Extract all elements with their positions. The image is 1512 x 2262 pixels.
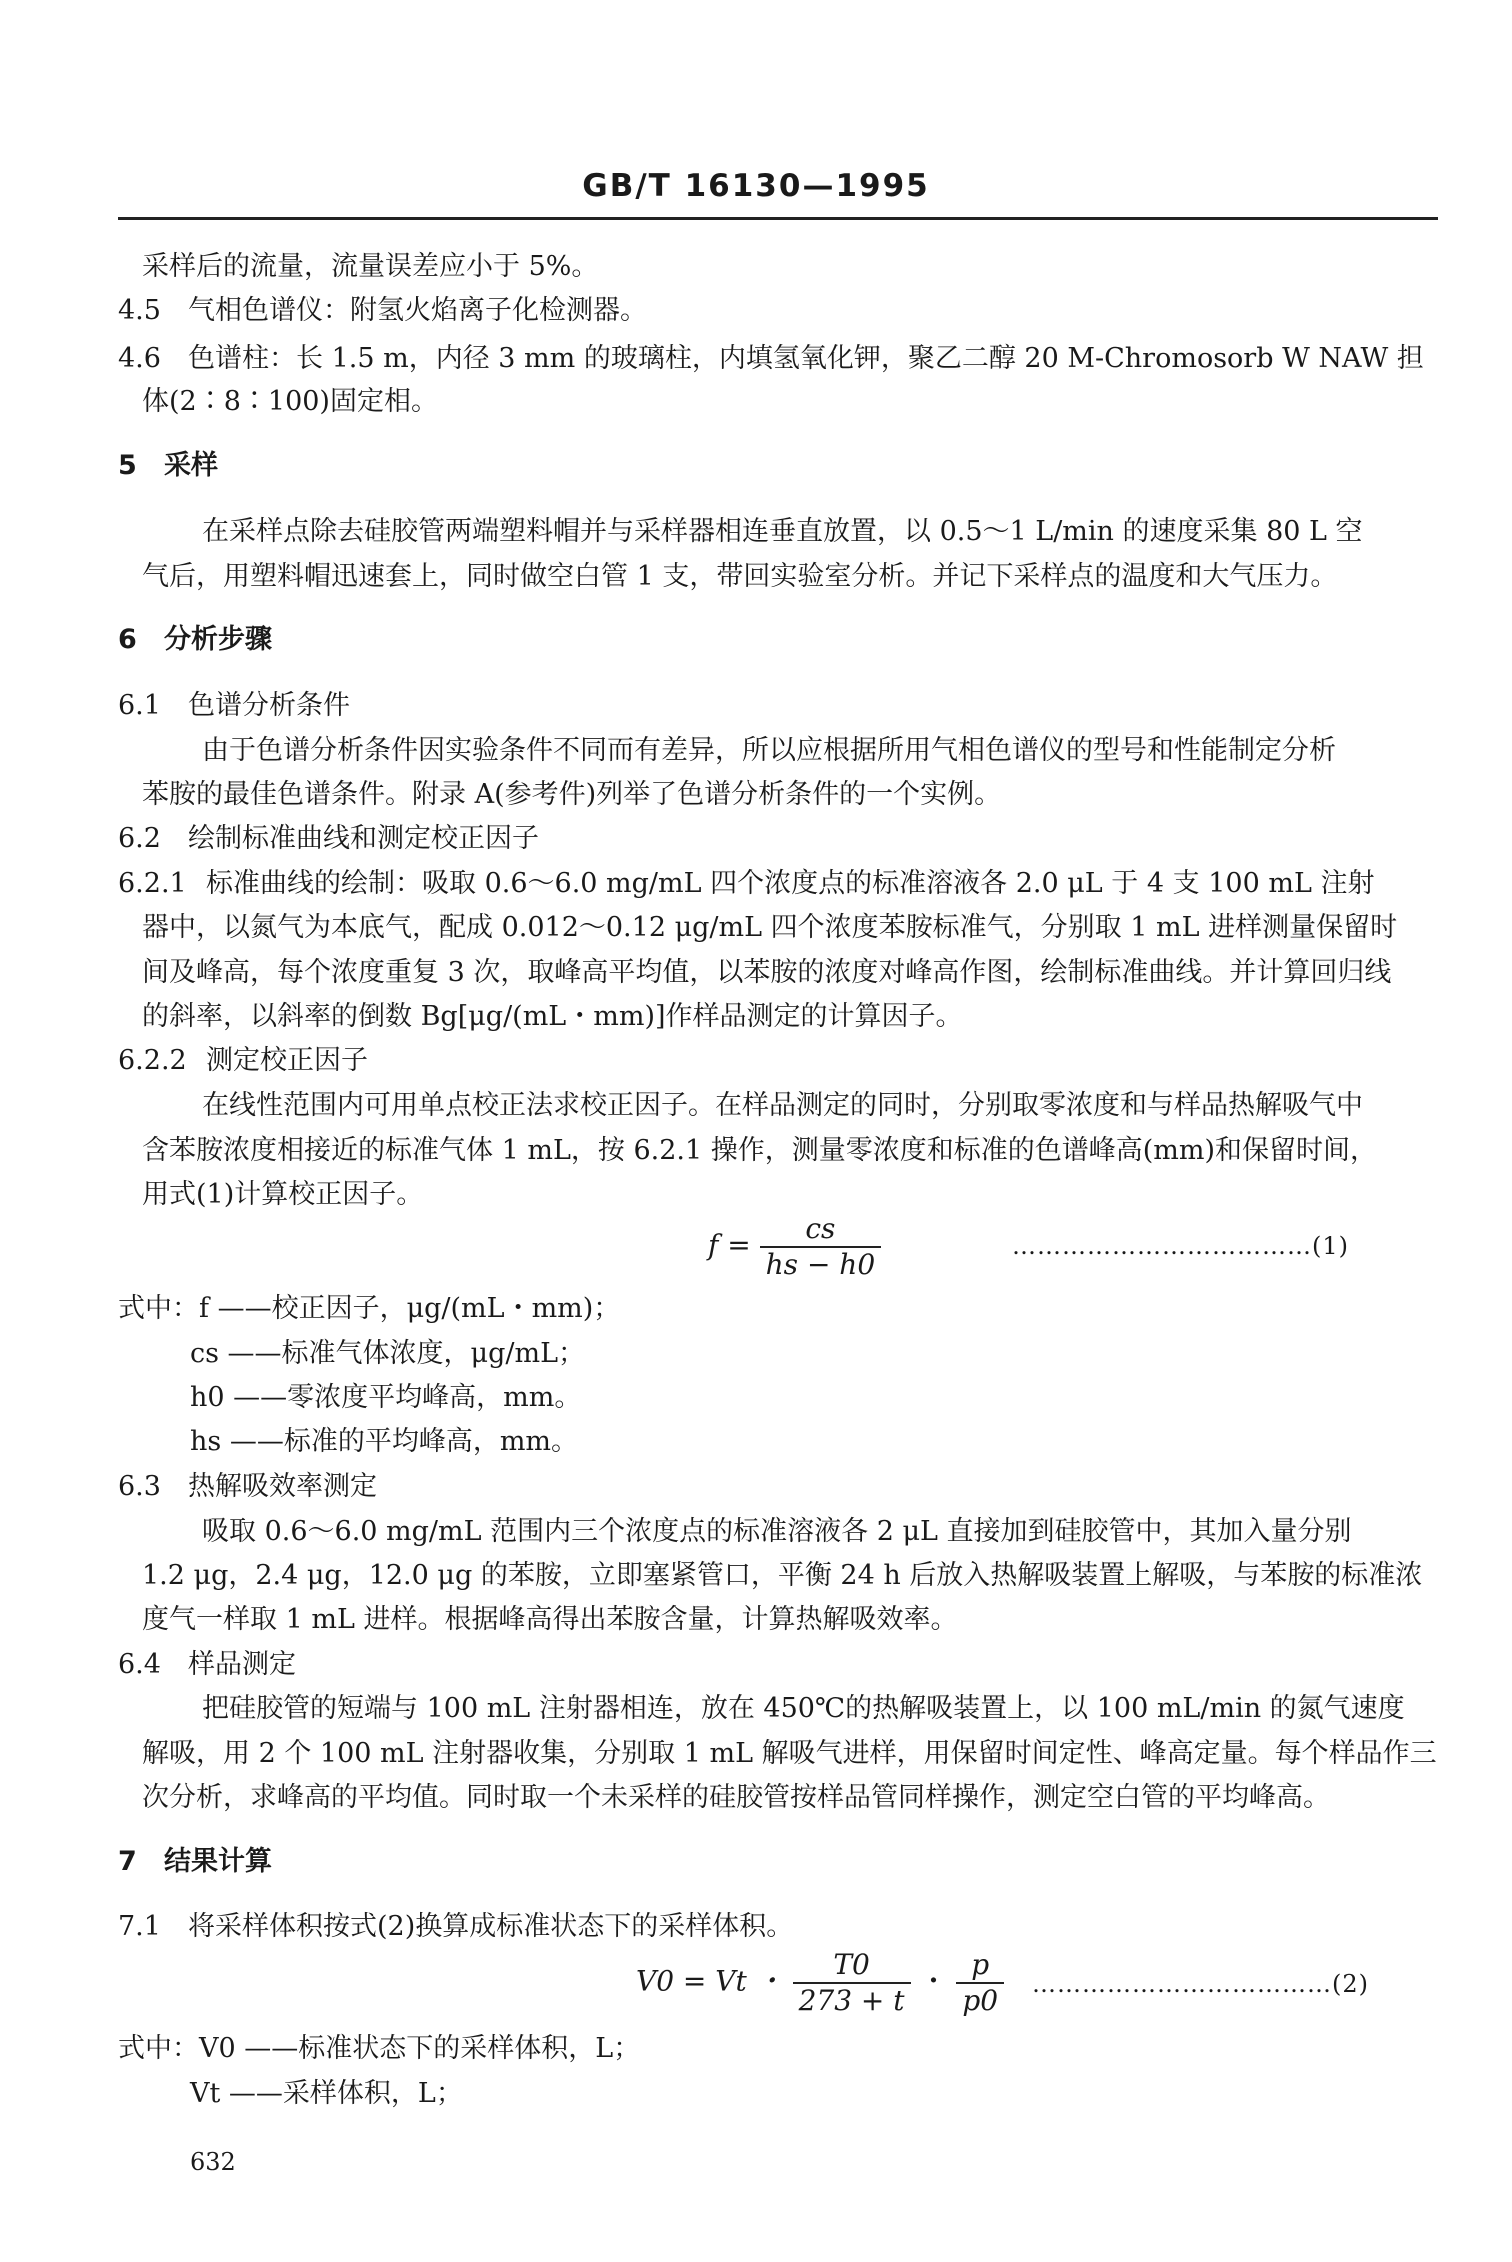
header-rule xyxy=(118,217,1438,220)
section-5-heading xyxy=(118,446,218,486)
where-line: h0 ——零浓度平均峰高，mm。 xyxy=(190,1382,582,1413)
standard-number-header: GB/T 16130—1995 xyxy=(582,168,930,204)
section-6-3 xyxy=(118,1467,377,1507)
equation-1 xyxy=(708,1212,881,1282)
equation-lhs: V0 = Vt ・ xyxy=(636,1964,784,1998)
fraction-denominator: hs − h0 xyxy=(765,1248,876,1281)
section-title: 分析步骤 xyxy=(164,624,272,655)
text-line: 采样后的流量，流量误差应小于 5%。 xyxy=(142,251,599,282)
section-6-2 xyxy=(118,819,539,859)
section-title: 绘制标准曲线和测定校正因子 xyxy=(188,823,539,854)
section-number: 6.2 xyxy=(118,823,161,854)
paragraph-line: 在采样点除去硅胶管两端塑料帽并与采样器相连垂直放置，以 0.5～1 L/min 的速度采集 80 L 空 xyxy=(202,516,1363,547)
fraction-denominator: p0 xyxy=(962,1984,999,2017)
section-number: 6.4 xyxy=(118,1649,161,1680)
section-7-1 xyxy=(118,1907,793,1947)
page-number: 632 xyxy=(190,2148,236,2176)
section-6-2-1 xyxy=(118,864,1374,904)
equation-lhs: f = xyxy=(708,1228,751,1262)
fraction-numerator: p xyxy=(956,1948,1004,1984)
section-number: 4.5 xyxy=(118,295,161,326)
section-number: 5 xyxy=(118,450,137,481)
section-number: 6.2.2 xyxy=(118,1045,187,1076)
paragraph-line: 次分析，求峰高的平均值。同时取一个未采样的硅胶管按样品管同样操作，测定空白管的平均峰高。 xyxy=(142,1782,1330,1813)
paragraph-line: 气后，用塑料帽迅速套上，同时做空白管 1 支，带回实验室分析。并记下采样点的温度和大气压力。 xyxy=(142,561,1338,592)
section-6-1 xyxy=(118,686,350,726)
equation-fraction xyxy=(793,1948,911,2018)
equation-2-leader: ………………………………(2) xyxy=(1032,1970,1369,1998)
section-4-6 xyxy=(118,339,1424,379)
paragraph-line: 用式(1)计算校正因子。 xyxy=(142,1179,424,1210)
section-number: 6.1 xyxy=(118,690,161,721)
section-text: 标准曲线的绘制：吸取 0.6～6.0 mg/mL 四个浓度点的标准溶液各 2.0 μL 于 4 支 100 mL 注射 xyxy=(206,868,1375,899)
fraction-numerator: T0 xyxy=(793,1948,911,1984)
where-line: cs ——标准气体浓度，μg/mL； xyxy=(190,1338,586,1369)
paragraph-line: 吸取 0.6～6.0 mg/mL 范围内三个浓度点的标准溶液各 2 μL 直接加到硅胶管中，其加入量分别 xyxy=(202,1516,1352,1547)
paragraph-line: 由于色谱分析条件因实验条件不同而有差异，所以应根据所用气相色谱仪的型号和性能制定分析 xyxy=(202,735,1336,766)
equation-fraction xyxy=(956,1948,1004,2018)
section-title: 色谱分析条件 xyxy=(188,690,350,721)
section-title: 测定校正因子 xyxy=(206,1045,368,1076)
equation-operator: ・ xyxy=(919,1964,948,1998)
paragraph-line: 在线性范围内可用单点校正法求校正因子。在样品测定的同时，分别取零浓度和与样品热解吸气中 xyxy=(202,1090,1363,1121)
paragraph-line: 的斜率，以斜率的倒数 Bg[μg/(mL・mm)]作样品测定的计算因子。 xyxy=(142,1001,963,1032)
paragraph-line: 度气一样取 1 mL 进样。根据峰高得出苯胺含量，计算热解吸效率。 xyxy=(142,1604,958,1635)
section-6-heading xyxy=(118,620,272,660)
section-title: 采样 xyxy=(164,450,218,481)
section-text: 气相色谱仪：附氢火焰离子化检测器。 xyxy=(188,295,647,326)
equation-fraction xyxy=(760,1212,882,1282)
section-6-2-2 xyxy=(118,1041,368,1081)
paragraph-line: 把硅胶管的短端与 100 mL 注射器相连，放在 450℃的热解吸装置上，以 100 mL/min 的氮气速度 xyxy=(202,1693,1405,1724)
equation-1-leader: ………………………………(1) xyxy=(1012,1232,1349,1260)
section-title: 样品测定 xyxy=(188,1649,296,1680)
where-line: hs ——标准的平均峰高，mm。 xyxy=(190,1426,579,1457)
section-number: 7.1 xyxy=(118,1911,161,1942)
section-7-heading xyxy=(118,1842,272,1882)
paragraph-line: 苯胺的最佳色谱条件。附录 A(参考件)列举了色谱分析条件的一个实例。 xyxy=(142,779,1002,810)
text-line: 体(2∶8∶100)固定相。 xyxy=(142,386,438,417)
section-number: 6.3 xyxy=(118,1471,161,1502)
section-number: 6 xyxy=(118,624,137,655)
section-4-5 xyxy=(118,291,647,331)
section-number: 7 xyxy=(118,1846,137,1877)
paragraph-line: 间及峰高，每个浓度重复 3 次，取峰高平均值，以苯胺的浓度对峰高作图，绘制标准曲线。并计算回归线 xyxy=(142,957,1392,988)
paragraph-line: 1.2 μg，2.4 μg，12.0 μg 的苯胺，立即塞紧管口，平衡 24 h 后放入热解吸装置上解吸，与苯胺的标准浓 xyxy=(142,1560,1423,1591)
paragraph-line: 器中，以氮气为本底气，配成 0.012～0.12 μg/mL 四个浓度苯胺标准气，分别取 1 mL 进样测量保留时 xyxy=(142,912,1398,943)
section-number: 6.2.1 xyxy=(118,868,187,899)
equation-2 xyxy=(636,1948,1004,2018)
section-number: 4.6 xyxy=(118,343,161,374)
section-6-4 xyxy=(118,1645,296,1685)
where-line: Vt ——采样体积，L； xyxy=(190,2078,463,2109)
where-line: 式中：V0 ——标准状态下的采样体积，L； xyxy=(118,2033,641,2064)
section-text: 将采样体积按式(2)换算成标准状态下的采样体积。 xyxy=(188,1911,794,1942)
section-text: 色谱柱：长 1.5 m，内径 3 mm 的玻璃柱，内填氢氧化钾，聚乙二醇 20 M-Chromosorb W NAW 担 xyxy=(188,343,1424,374)
section-title: 热解吸效率测定 xyxy=(188,1471,377,1502)
paragraph-line: 含苯胺浓度相接近的标准气体 1 mL，按 6.2.1 操作，测量零浓度和标准的色谱峰高(mm)和保留时间， xyxy=(142,1135,1378,1166)
fraction-numerator: cs xyxy=(760,1212,882,1248)
paragraph-line: 解吸，用 2 个 100 mL 注射器收集，分别取 1 mL 解吸气进样，用保留时间定性、峰高定量。每个样品作三 xyxy=(142,1738,1437,1769)
fraction-denominator: 273 + t xyxy=(798,1984,905,2017)
where-line: 式中：f ——校正因子，μg/(mL・mm)； xyxy=(118,1293,621,1324)
section-title: 结果计算 xyxy=(164,1846,272,1877)
